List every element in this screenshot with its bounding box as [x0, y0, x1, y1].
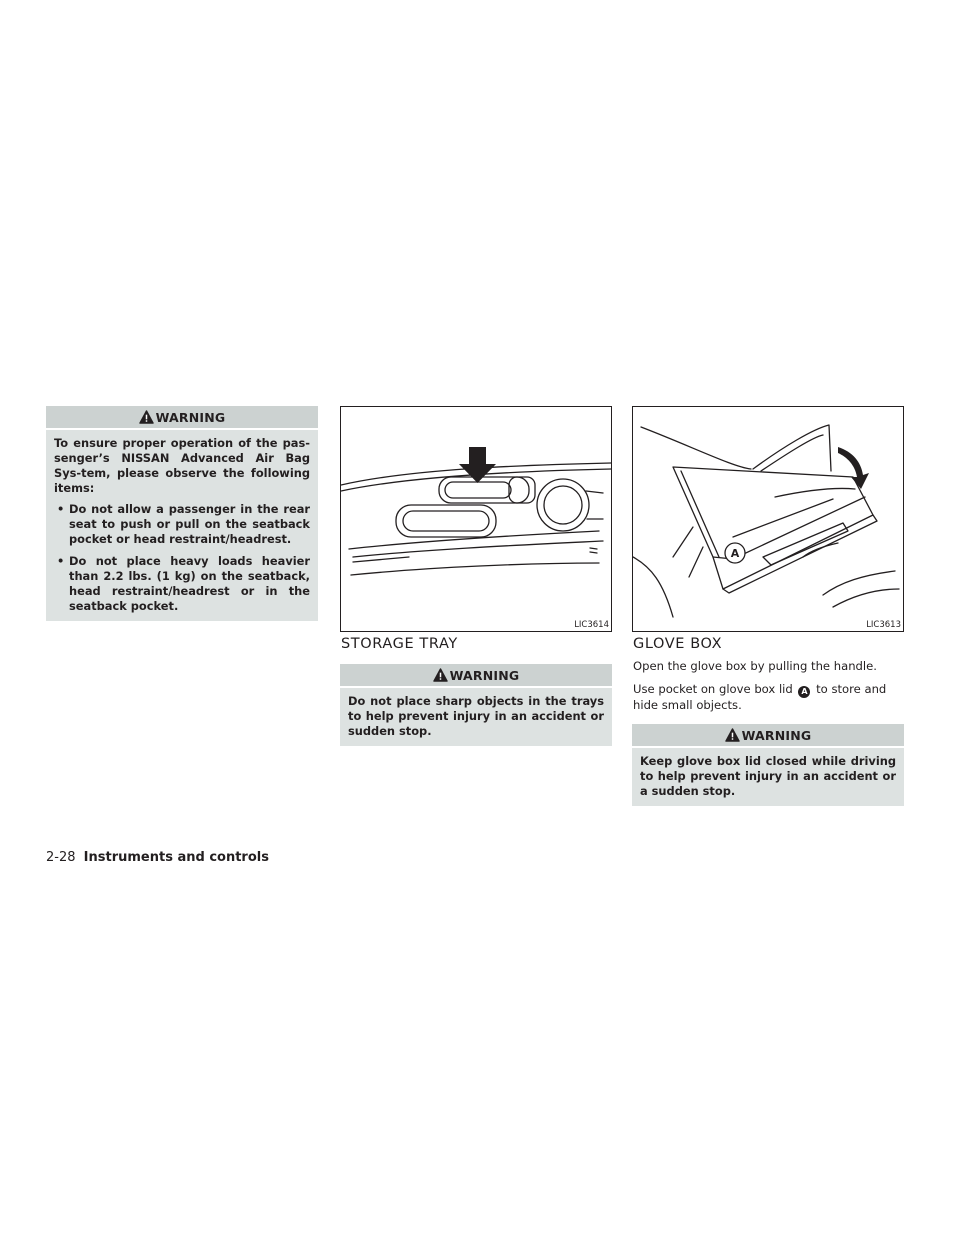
warning-text: Keep glove box lid closed while driving to help prevent injury in an accident or a sudden stop. — [640, 754, 896, 798]
warning-intro: To ensure proper operation of the pas-senger’s NISSAN Advanced Air Bag Sys-tem, please observe the following items: — [54, 436, 310, 495]
warning-title: WARNING — [741, 727, 812, 743]
warning-list-item: • Do not allow a passenger in the rear seat to push or pull on the seatback pocket or head restraint/headrest. — [54, 502, 310, 547]
storage-tray-drawing — [341, 407, 611, 631]
warning-header — [46, 406, 318, 430]
glove-box-drawing — [633, 407, 903, 631]
warning-title: WARNING — [155, 409, 226, 425]
warning-list-item: • Do not place heavy loads heavier than 2.2 lbs. (1 kg) on the seatback, head restraint/headrest or in the seatback pocket. — [54, 554, 310, 614]
storage-tray-illustration — [340, 406, 612, 632]
warning-triangle-icon — [139, 410, 154, 424]
warning-list — [46, 502, 318, 614]
paragraph-text-end: to store and hide small objects. — [633, 682, 887, 712]
glove-box-warning-box — [632, 724, 904, 806]
glove-box-paragraph-text: Open the glove box by pulling the handle. — [633, 659, 877, 673]
section-title: Instruments and controls — [83, 850, 269, 865]
glove-box-pocket-paragraph — [633, 682, 905, 713]
warning-header — [632, 724, 904, 748]
warning-text: Do not place sharp objects in the trays to help prevent injury in an accident or sudden stop. — [348, 694, 604, 738]
paragraph-text-start: Use pocket on glove box lid — [633, 682, 793, 696]
figure-code: LIC3613 — [866, 620, 901, 630]
figure-label: A — [730, 547, 740, 560]
warning-triangle-icon — [725, 728, 740, 742]
callout-a-icon: A — [798, 686, 810, 698]
glove-box-paragraph — [633, 659, 905, 674]
curved-arrow-icon — [838, 447, 869, 489]
storage-tray-warning-box — [340, 664, 612, 746]
page-number: 2-28 — [46, 850, 76, 865]
warning-triangle-icon — [433, 668, 448, 682]
warning-title: WARNING — [449, 667, 520, 683]
figure-code: LIC3614 — [574, 620, 609, 630]
storage-tray-heading: STORAGE TRAY — [341, 636, 458, 652]
glove-box-illustration — [632, 406, 904, 632]
page-footer — [46, 850, 269, 865]
glove-box-heading: GLOVE BOX — [633, 636, 723, 652]
warning-header — [340, 664, 612, 688]
passenger-airbag-warning-box — [46, 406, 318, 621]
